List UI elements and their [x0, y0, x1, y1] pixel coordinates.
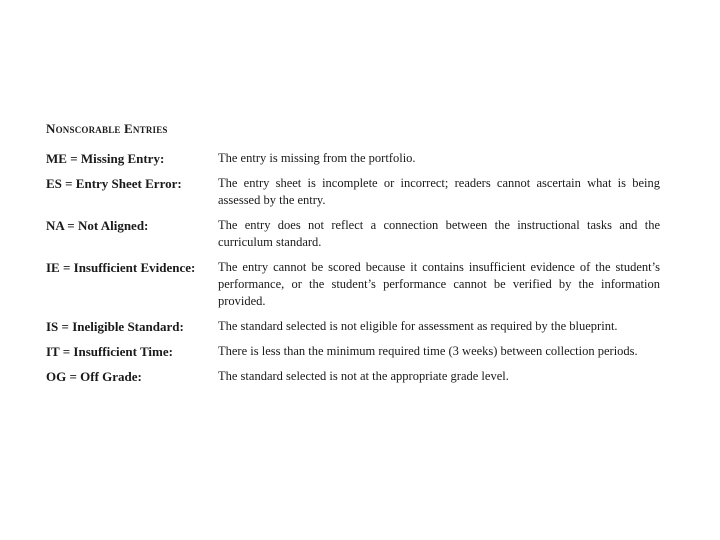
entry-term: ME = Missing Entry: [46, 151, 165, 166]
entry-definition: The standard selected is not eligible for assessment as required by the blueprint. [218, 319, 618, 333]
entries-list [46, 150, 660, 393]
entry-definition: There is less than the minimum required time (3 weeks) between collection periods. [218, 344, 638, 358]
entry-ineligible-standard [46, 318, 660, 335]
section-heading: Nonscorable Entries [46, 121, 168, 136]
entry-term: IT = Insufficient Time: [46, 344, 173, 359]
entry-definition: The entry cannot be scored because it contains insufficient evidence of the student’s performance, or the student’s performance cannot be verified by the information provided. [218, 260, 660, 308]
entry-definition: The standard selected is not at the appropriate grade level. [218, 369, 509, 383]
entry-term: ES = Entry Sheet Error: [46, 176, 182, 191]
entry-definition: The entry sheet is incomplete or incorrect; readers cannot ascertain what is being assessed by the entry. [218, 176, 660, 207]
entry-term: IS = Ineligible Standard: [46, 319, 184, 334]
entry-entry-sheet-error [46, 175, 660, 209]
entry-definition: The entry does not reflect a connection between the instructional tasks and the curriculum standard. [218, 218, 660, 249]
entry-insufficient-time [46, 343, 660, 360]
entry-definition: The entry is missing from the portfolio. [218, 151, 416, 165]
entry-term: OG = Off Grade: [46, 369, 142, 384]
entry-term: NA = Not Aligned: [46, 218, 149, 233]
entry-term: IE = Insufficient Evidence: [46, 260, 196, 275]
entry-off-grade [46, 368, 660, 385]
entry-insufficient-evidence [46, 259, 660, 310]
entry-missing-entry [46, 150, 660, 167]
entry-not-aligned [46, 217, 660, 251]
